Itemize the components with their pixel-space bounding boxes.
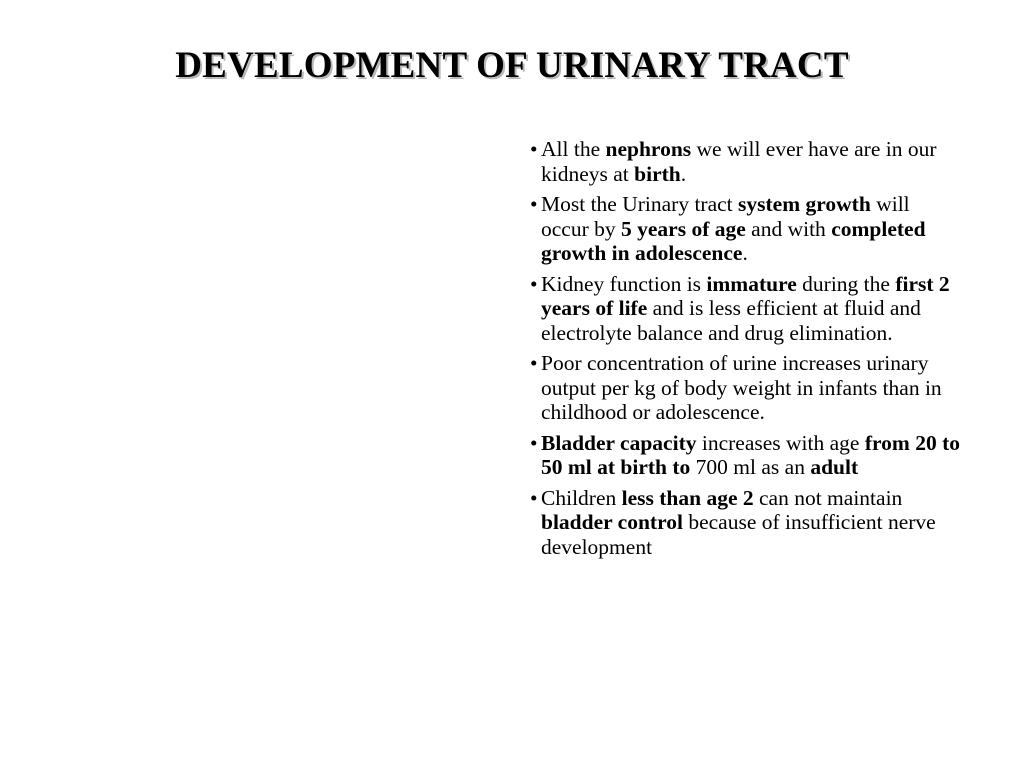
text-run: Poor concentration of urine increases urinary output per kg of body weight in infants than in childhood or adolescence.	[541, 351, 942, 424]
text-run-bold: less than age 2	[621, 485, 754, 510]
slide-title: DEVELOPMENT OF URINARY TRACT	[175, 45, 849, 86]
list-item	[530, 137, 960, 186]
bullet-text	[541, 351, 942, 424]
bullet-icon: •	[530, 351, 538, 375]
text-run-bold: nephrons	[605, 137, 692, 161]
list-item	[530, 192, 960, 266]
text-run-bold: system growth	[738, 192, 871, 216]
text-run: during the	[796, 271, 896, 296]
text-run: and with	[745, 216, 832, 241]
text-run: .	[680, 161, 687, 186]
text-run-bold: birth	[634, 161, 681, 186]
text-run-bold: completed growth in adolescence	[541, 216, 926, 265]
bullet-icon: •	[530, 137, 538, 161]
list-item	[530, 431, 960, 480]
text-run: can not maintain	[753, 485, 903, 510]
bullet-text	[541, 272, 950, 345]
bullet-text	[541, 192, 926, 265]
text-run-bold: adult	[810, 455, 859, 479]
text-run: Kidney function is	[541, 271, 707, 296]
bullet-text	[541, 137, 937, 186]
text-run-bold: bladder control	[541, 510, 683, 534]
bullet-icon: •	[530, 192, 538, 216]
text-run: will occur by	[541, 192, 910, 241]
text-run: we will ever have are in our kidneys at	[541, 137, 937, 186]
list-item	[530, 272, 960, 346]
text-run: and is less efficient at fluid and electrolyte balance and drug elimination.	[541, 296, 921, 345]
bullet-icon: •	[530, 271, 538, 296]
bullet-text	[541, 431, 960, 480]
text-run: because of insufficient nerve development	[541, 510, 936, 559]
text-run: Children	[541, 485, 622, 510]
list-item	[530, 486, 960, 560]
text-run-bold: from 20 to 50 ml at birth to	[541, 430, 960, 479]
text-run: Most the Urinary tract	[541, 192, 739, 216]
text-run-bold: immature	[706, 271, 797, 296]
text-run-bold: 5 years of age	[621, 216, 746, 241]
text-run: increases with age	[696, 430, 865, 455]
bullet-text	[541, 486, 936, 559]
text-run: 700 ml as an	[690, 455, 811, 479]
text-run: All the	[541, 137, 606, 161]
bullet-list	[530, 137, 960, 565]
bullet-icon: •	[530, 485, 538, 510]
text-run-bold: Bladder capacity	[541, 430, 697, 455]
text-run: .	[742, 241, 748, 265]
list-item	[530, 351, 960, 425]
text-run-bold: first 2 years of life	[541, 271, 950, 320]
bullet-icon: •	[530, 430, 538, 455]
